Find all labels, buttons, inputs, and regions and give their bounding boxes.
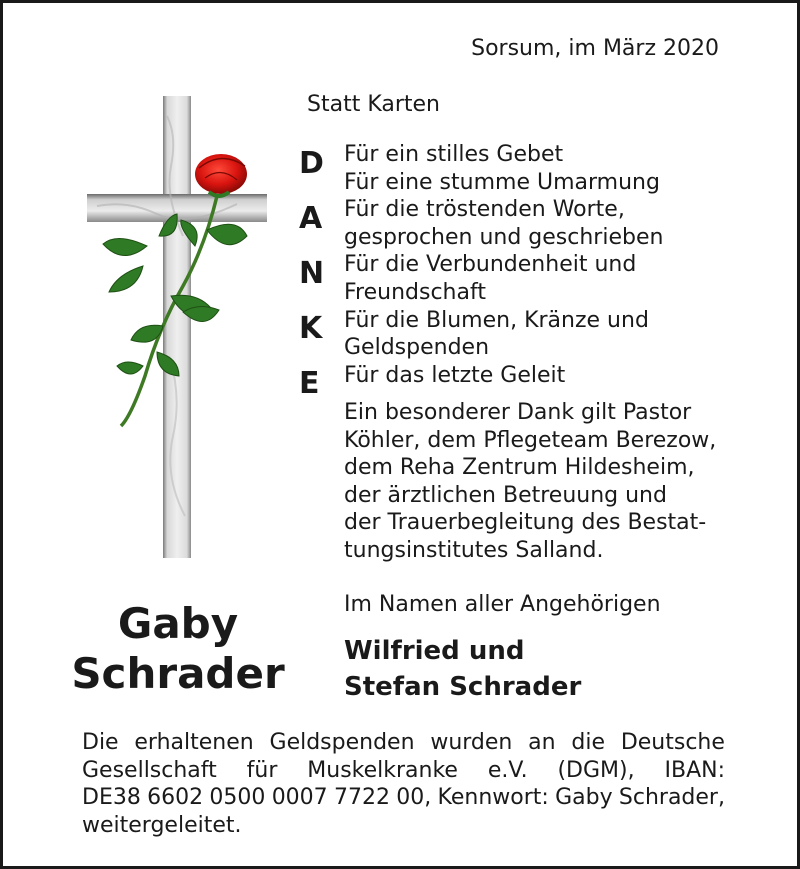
donation-word: 00, — [396, 785, 432, 810]
behalf-line: Im Namen aller Angehörigen — [344, 592, 661, 617]
danke-line: Für die Verbundenheit und — [344, 252, 637, 278]
danke-letter-k: K — [299, 311, 323, 346]
deceased-name — [63, 599, 293, 699]
thanks-line: Köhler, dem Pflegeteam Berezow, — [344, 427, 717, 453]
thanks-line: Ein besonderer Dank gilt Pastor — [344, 400, 692, 425]
donation-word: DE38 — [82, 785, 141, 810]
danke-line: Für die tröstenden Worte, — [344, 197, 625, 223]
donation-word: Deutsche — [620, 730, 725, 755]
thanks-line: der ärztlichen Betreuung und — [344, 482, 667, 508]
donation-word: für — [246, 757, 278, 783]
donation-line — [82, 757, 725, 785]
donation-word: (DGM), — [557, 757, 635, 783]
donation-word: Die — [82, 730, 119, 755]
signer-line-2: Stefan Schrader — [344, 672, 582, 702]
donation-word: 7722 — [333, 785, 390, 810]
donation-word: Gaby — [555, 785, 613, 810]
donation-word: 0500 — [209, 785, 266, 810]
deceased-first-name: Gaby — [117, 599, 239, 648]
danke-lines — [344, 141, 663, 389]
donation-word: an — [528, 730, 556, 755]
danke-line: Für ein stilles Gebet — [344, 142, 564, 167]
danke-letter-n: N — [299, 256, 325, 291]
donation-word: e.V. — [487, 757, 528, 783]
thanks-line: dem Reha Zentrum Hildesheim, — [344, 455, 695, 481]
danke-line: Geldspenden — [344, 335, 490, 361]
donation-word: erhaltenen — [134, 730, 254, 755]
donation-line: weitergeleitet. — [82, 812, 242, 838]
danke-letter-a: A — [299, 201, 323, 236]
deceased-last-name: Schrader — [71, 649, 285, 698]
danke-line: Für eine stumme Umarmung — [344, 169, 660, 195]
danke-letter-d: D — [299, 146, 324, 181]
danke-letter-e: E — [299, 366, 320, 401]
donation-word: 0007 — [271, 785, 328, 810]
donation-word: Kennwort: — [437, 785, 549, 810]
donation-line — [82, 729, 725, 757]
thanks-line: der Trauerbegleitung des Bestat- — [344, 510, 707, 536]
danke-line: Freundschaft — [344, 279, 486, 305]
statt-karten: Statt Karten — [307, 92, 440, 117]
danke-line: gesprochen und geschrieben — [344, 224, 664, 250]
donation-word: wurden — [430, 730, 513, 755]
donation-word: Schrader, — [618, 785, 725, 810]
donation-note — [82, 729, 725, 839]
thanks-line: tungsinstitutes Salland. — [344, 537, 604, 563]
donation-word: die — [571, 730, 606, 755]
special-thanks — [344, 399, 724, 565]
danke-line: Für die Blumen, Kränze und — [344, 307, 649, 333]
cross-with-rose-icon — [87, 96, 269, 558]
signer-line-1: Wilfried und — [344, 636, 525, 666]
donation-word: IBAN: — [664, 757, 725, 783]
donation-word: 6602 — [147, 785, 204, 810]
signers — [344, 633, 581, 705]
place-date: Sorsum, im März 2020 — [471, 36, 719, 61]
donation-word: Muskelkranke — [307, 757, 458, 783]
donation-line — [82, 784, 725, 812]
donation-word: Gesellschaft — [82, 757, 217, 783]
danke-line: Für das letzte Geleit — [344, 362, 566, 388]
donation-word: Geldspenden — [269, 730, 415, 755]
